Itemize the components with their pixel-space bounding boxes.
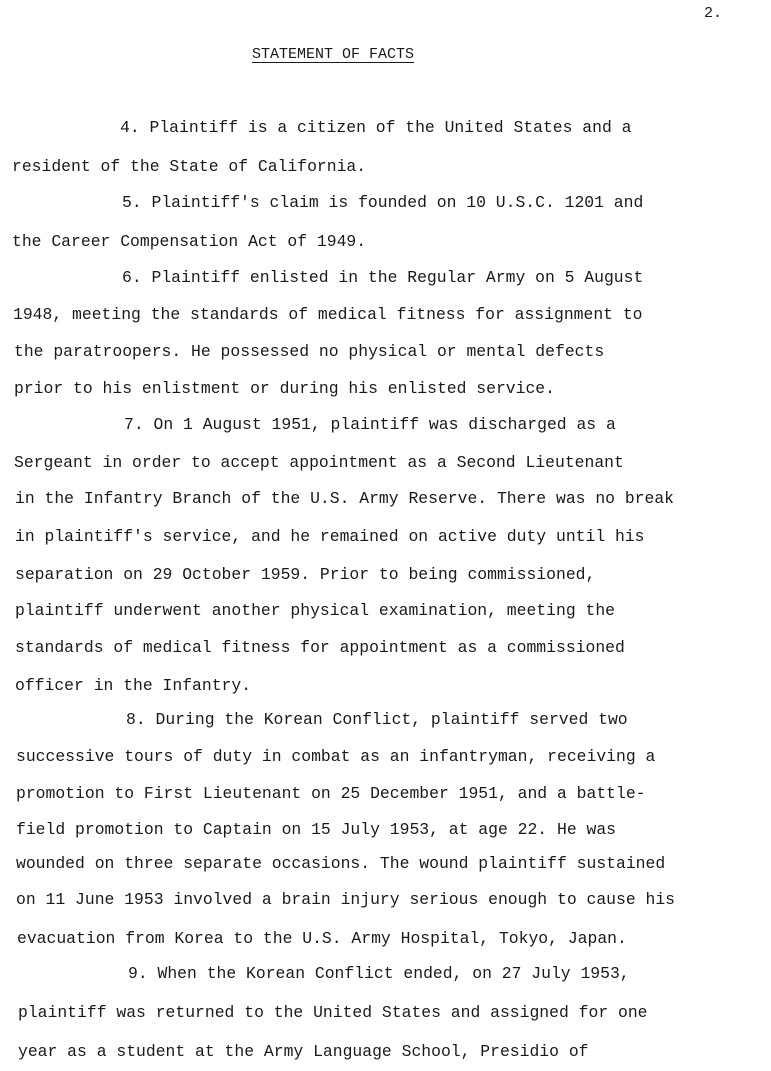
paragraph-6-line-3: the paratroopers. He possessed no physical or mental defects — [14, 342, 605, 361]
paragraph-8-line-7: evacuation from Korea to the U.S. Army Hospital, Tokyo, Japan. — [17, 929, 627, 948]
paragraph-9-line-1: 9. When the Korean Conflict ended, on 27 July 1953, — [128, 964, 630, 983]
paragraph-5-line-1: 5. Plaintiff's claim is founded on 10 U.S.C. 1201 and — [122, 193, 644, 212]
paragraph-7-line-1: 7. On 1 August 1951, plaintiff was discharged as a — [124, 415, 616, 434]
paragraph-7-line-5: separation on 29 October 1959. Prior to being commissioned, — [15, 565, 596, 584]
paragraph-8-line-6: on 11 June 1953 involved a brain injury serious enough to cause his — [16, 890, 676, 909]
paragraph-4-line-1: 4. Plaintiff is a citizen of the United States and a — [120, 118, 632, 137]
paragraph-8-line-3: promotion to First Lieutenant on 25 December 1951, and a battle- — [16, 784, 646, 803]
paragraph-8-line-4: field promotion to Captain on 15 July 1953, at age 22. He was — [16, 820, 616, 839]
paragraph-7-line-8: officer in the Infantry. — [15, 676, 252, 695]
paragraph-5-line-2: the Career Compensation Act of 1949. — [12, 232, 367, 251]
page-title: STATEMENT OF FACTS — [252, 46, 415, 63]
paragraph-4-line-2: resident of the State of California. — [12, 157, 367, 176]
paragraph-9-line-3: year as a student at the Army Language School, Presidio of — [18, 1042, 589, 1061]
paragraph-8-line-2: successive tours of duty in combat as an infantryman, receiving a — [16, 747, 656, 766]
page-number: 2. — [704, 5, 723, 22]
paragraph-7-line-3: in the Infantry Branch of the U.S. Army Reserve. There was no break — [15, 489, 675, 508]
paragraph-6-line-4: prior to his enlistment or during his enlisted service. — [14, 379, 555, 398]
paragraph-7-line-6: plaintiff underwent another physical examination, meeting the — [15, 601, 615, 620]
paragraph-7-line-4: in plaintiff's service, and he remained on active duty until his — [15, 527, 645, 546]
paragraph-7-line-2: Sergeant in order to accept appointment as a Second Lieutenant — [14, 453, 624, 472]
paragraph-7-line-7: standards of medical fitness for appointment as a commissioned — [15, 638, 625, 657]
paragraph-8-line-1: 8. During the Korean Conflict, plaintiff served two — [126, 710, 628, 729]
paragraph-6-line-1: 6. Plaintiff enlisted in the Regular Army on 5 August — [122, 268, 644, 287]
paragraph-9-line-2: plaintiff was returned to the United States and assigned for one — [18, 1003, 648, 1022]
paragraph-6-line-2: 1948, meeting the standards of medical fitness for assignment to — [13, 305, 643, 324]
paragraph-8-line-5: wounded on three separate occasions. The wound plaintiff sustained — [16, 854, 666, 873]
